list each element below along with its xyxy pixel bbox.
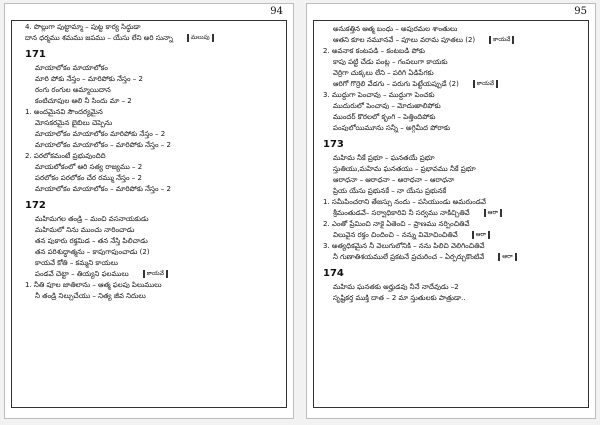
lyric-line (323, 197, 585, 208)
lyric-text: మహిమగల తండ్రి – మంచి వసనాయకుడు (35, 215, 149, 223)
lyric-text: మహిమ నీకే ప్రభూ – ఘనతయే ప్రభూ (333, 154, 435, 162)
right-page (306, 3, 596, 419)
lyric-text: 2. పరలోకమంటే ప్రభువుందిది (25, 152, 106, 160)
lyric-line (25, 236, 283, 247)
lyric-text: 2. ఎంతో ప్రేమించి నాకై ఏతెంచి – ప్రాణము నర్పించితివే (323, 220, 470, 228)
lyric-text: విలువైన రక్తం చిందించి – నన్ను విమోచించితివే (333, 231, 458, 239)
song-number-text: 171 (25, 49, 46, 60)
lyric-line (323, 35, 585, 46)
lyric-line (323, 164, 585, 175)
lyric-line (323, 101, 585, 112)
lyric-text: కంటిచూపుల ఆలి నీ సిందు మా – 2 (35, 97, 132, 105)
refrain-marker: ఆరా (484, 209, 502, 217)
lyric-text: మారి పోకు నేస్తం – మారిపోకు నేస్తం – 2 (35, 75, 143, 83)
lyric-text: స్తుతియు,మహిమ ఘనతయు – ప్రభావము నీకే ప్రభూ (333, 165, 476, 173)
lyric-text: ముందర్ కొరలలో కృంగి – పెత్తిందిపోకు (333, 113, 436, 121)
lyric-text: మాయాలోకం మాయాలోకం – మారిపోకు నేస్తం – 2 (35, 141, 171, 149)
refrain-marker: ఆరా (472, 231, 490, 239)
song-number (25, 198, 283, 214)
lyric-text: ముదురులో పెంచావు – మోదుఱాలిపోకు (333, 102, 441, 110)
refrain-marker: కాయవే (489, 36, 514, 44)
lyric-text: నీ తండ్రి నిల్చుచేయు – నిత్య జీవ నిదులు (35, 292, 146, 300)
lyric-text: దాన ధర్మము శమము జపము – యేసు లేని అరి సున్నా (25, 34, 173, 42)
lyric-text: మోసకరమైన బైబిలు చెప్పెను (35, 119, 113, 127)
lyric-line (25, 280, 283, 291)
lyric-text: 2. అవనాక కంటపడి – కంటబడి పోకు (323, 47, 425, 55)
lyric-line (25, 247, 283, 258)
lyric-text: శ్రీమంతుడవే– సర్వాధికారివి నీ సర్వము నాకిచ్చితివే (333, 209, 470, 217)
lyric-line (323, 90, 585, 101)
lyric-line (25, 96, 283, 107)
lyric-line (323, 153, 585, 164)
lyric-line (25, 33, 283, 44)
lyric-line (25, 129, 283, 140)
lyric-line (323, 208, 585, 219)
lyric-line (323, 252, 585, 263)
song-number-text: 174 (323, 268, 344, 279)
lyric-text: మహిమ ఘనతకు అర్హుడవు నీనే నాదేవుడు –2 (333, 283, 459, 291)
lyric-line (25, 291, 283, 302)
lyric-text: 4. పొల్లుగా పుట్టామ్మా – పుట్ట కార్య సిద్ధుడా (25, 23, 141, 31)
lyric-text: తన పుకారు రక్తమిడ – తన నేస్తి పిలిచాడు (35, 237, 148, 245)
page-number: 94 (270, 6, 283, 17)
lyric-line (323, 24, 585, 35)
lyric-text: అనుకత్తిన ఆత్మ బంధు – అపురమల శాంతులు (333, 25, 458, 33)
lyric-line (323, 293, 585, 304)
page-content (323, 24, 585, 304)
lyric-text: ఆరిగో గొర్రెలి వేడగు – పరుగు పెట్టేయప్పుడే (2) (333, 80, 459, 88)
lyric-line (323, 175, 585, 186)
lyric-line (25, 269, 283, 280)
lyric-line (25, 85, 283, 96)
lyric-line (25, 258, 283, 269)
lyric-line (25, 118, 283, 129)
lyric-line (323, 241, 585, 252)
refrain-marker: కాయవే (143, 270, 168, 278)
lyric-text: మహిమలో నిను ముంచు నారించాడు (35, 226, 135, 234)
lyric-line (25, 74, 283, 85)
lyric-line (25, 225, 283, 236)
lyric-line (25, 140, 283, 151)
lyric-line (25, 184, 283, 195)
song-number-text: 172 (25, 200, 46, 211)
lyric-text: 1. నీతి పూల జాతిలాను – ఆత్మ ఫలపు పిలుములు (25, 281, 162, 289)
lyric-text: మాయాలోకం మాయాలోకం మారిపోకు నేస్తం – 2 (35, 130, 166, 138)
lyric-line (25, 151, 283, 162)
lyric-line (323, 57, 585, 68)
lyric-text: నీ గుణాతిశయములే ప్రకటనే ప్రచురించ – ఏర్పర్చుకొంటివే (333, 253, 485, 261)
song-number-text: 173 (323, 139, 344, 150)
lyric-text: సృష్టికర్త ముక్తి దాత – 2 మా స్తుతులకు పాత్రుడా.. (333, 294, 466, 302)
lyric-line (323, 282, 585, 293)
lyric-text: 3. అత్యధికమైన నీ వెలుగులోనికి – నను పిలిచి వెలిగించితివే (323, 242, 485, 250)
lyric-line (25, 214, 283, 225)
lyric-text: 1. సమీపించరాని తేజస్సు నందు – పసియుండు అమరుండవే (323, 198, 486, 206)
lyric-text: మాయలోకంలో ఆరి సత్య రాజ్యము – 2 (35, 163, 143, 171)
lyric-text: కాపు పట్టి చేడు పంట్ల – గంపలుగా కాయకు (333, 58, 448, 66)
lyric-text: ప్రియ యేసు ప్రభునకే – నా యేసు ప్రభునకే (333, 187, 447, 195)
lyric-line (25, 22, 283, 33)
lyric-line (25, 173, 283, 184)
lyric-text: ఆతని కూల నమూనవే – పూలు వరామ పూతలు (2) (333, 36, 476, 44)
lyric-text: పంపులోయిమూను సన్నీ – అగ్గిమీద పోరాకు (333, 124, 451, 132)
lyric-line (323, 123, 585, 134)
left-page (4, 3, 294, 419)
refrain-marker: కాయవే (473, 80, 498, 88)
lyric-text: రంగు రంగుల అమ్మాయిదాన (35, 86, 111, 94)
lyric-line (25, 107, 283, 118)
lyric-text: 1. అందమైనవి సౌందర్యమైన (25, 108, 103, 116)
lyric-line (323, 46, 585, 57)
refrain-marker: ఆరా (498, 253, 516, 261)
lyric-text: పండవే చెట్టా – తియ్యని ఫలములు (35, 270, 129, 278)
lyric-line (25, 162, 283, 173)
lyric-text: ఆరాధనా – ఆరాధనా – ఆరాధనా – ఆరాధనా (333, 176, 455, 184)
lyric-text: తన పరిశుద్ధాత్మను – కాపుగాపుంచాడు (2) (35, 248, 150, 256)
lyric-text: పరలోకం పరలోకం చేర రమ్ము నేస్తం – 2 (35, 174, 142, 182)
song-number (25, 47, 283, 63)
lyric-line (323, 186, 585, 197)
lyric-line (323, 219, 585, 230)
lyric-line (323, 68, 585, 79)
song-number (323, 266, 585, 282)
page-number: 95 (574, 6, 587, 17)
lyric-text: మాయాలోకం మాయాలోకం – మారిపోకు నేస్తం – 2 (35, 185, 171, 193)
lyric-text: కాయవే కోతి – కమ్మని కాయలు (35, 259, 118, 267)
lyric-text: 3. ముద్దుగా పెంచావు – ముద్దుగా పెంచకు (323, 91, 435, 99)
lyric-line (323, 112, 585, 123)
lyric-line (323, 230, 585, 241)
refrain-marker: మలుపు (187, 34, 214, 42)
lyric-text: మాయాలోకం మాయాలోకం (35, 64, 108, 72)
lyric-text: వెర్రిగా చుక్కలు లేని – పరిగి ఏడిపేగకు (333, 69, 434, 77)
page-content (25, 22, 283, 302)
lyric-line (323, 79, 585, 90)
song-number (323, 137, 585, 153)
lyric-line (25, 63, 283, 74)
